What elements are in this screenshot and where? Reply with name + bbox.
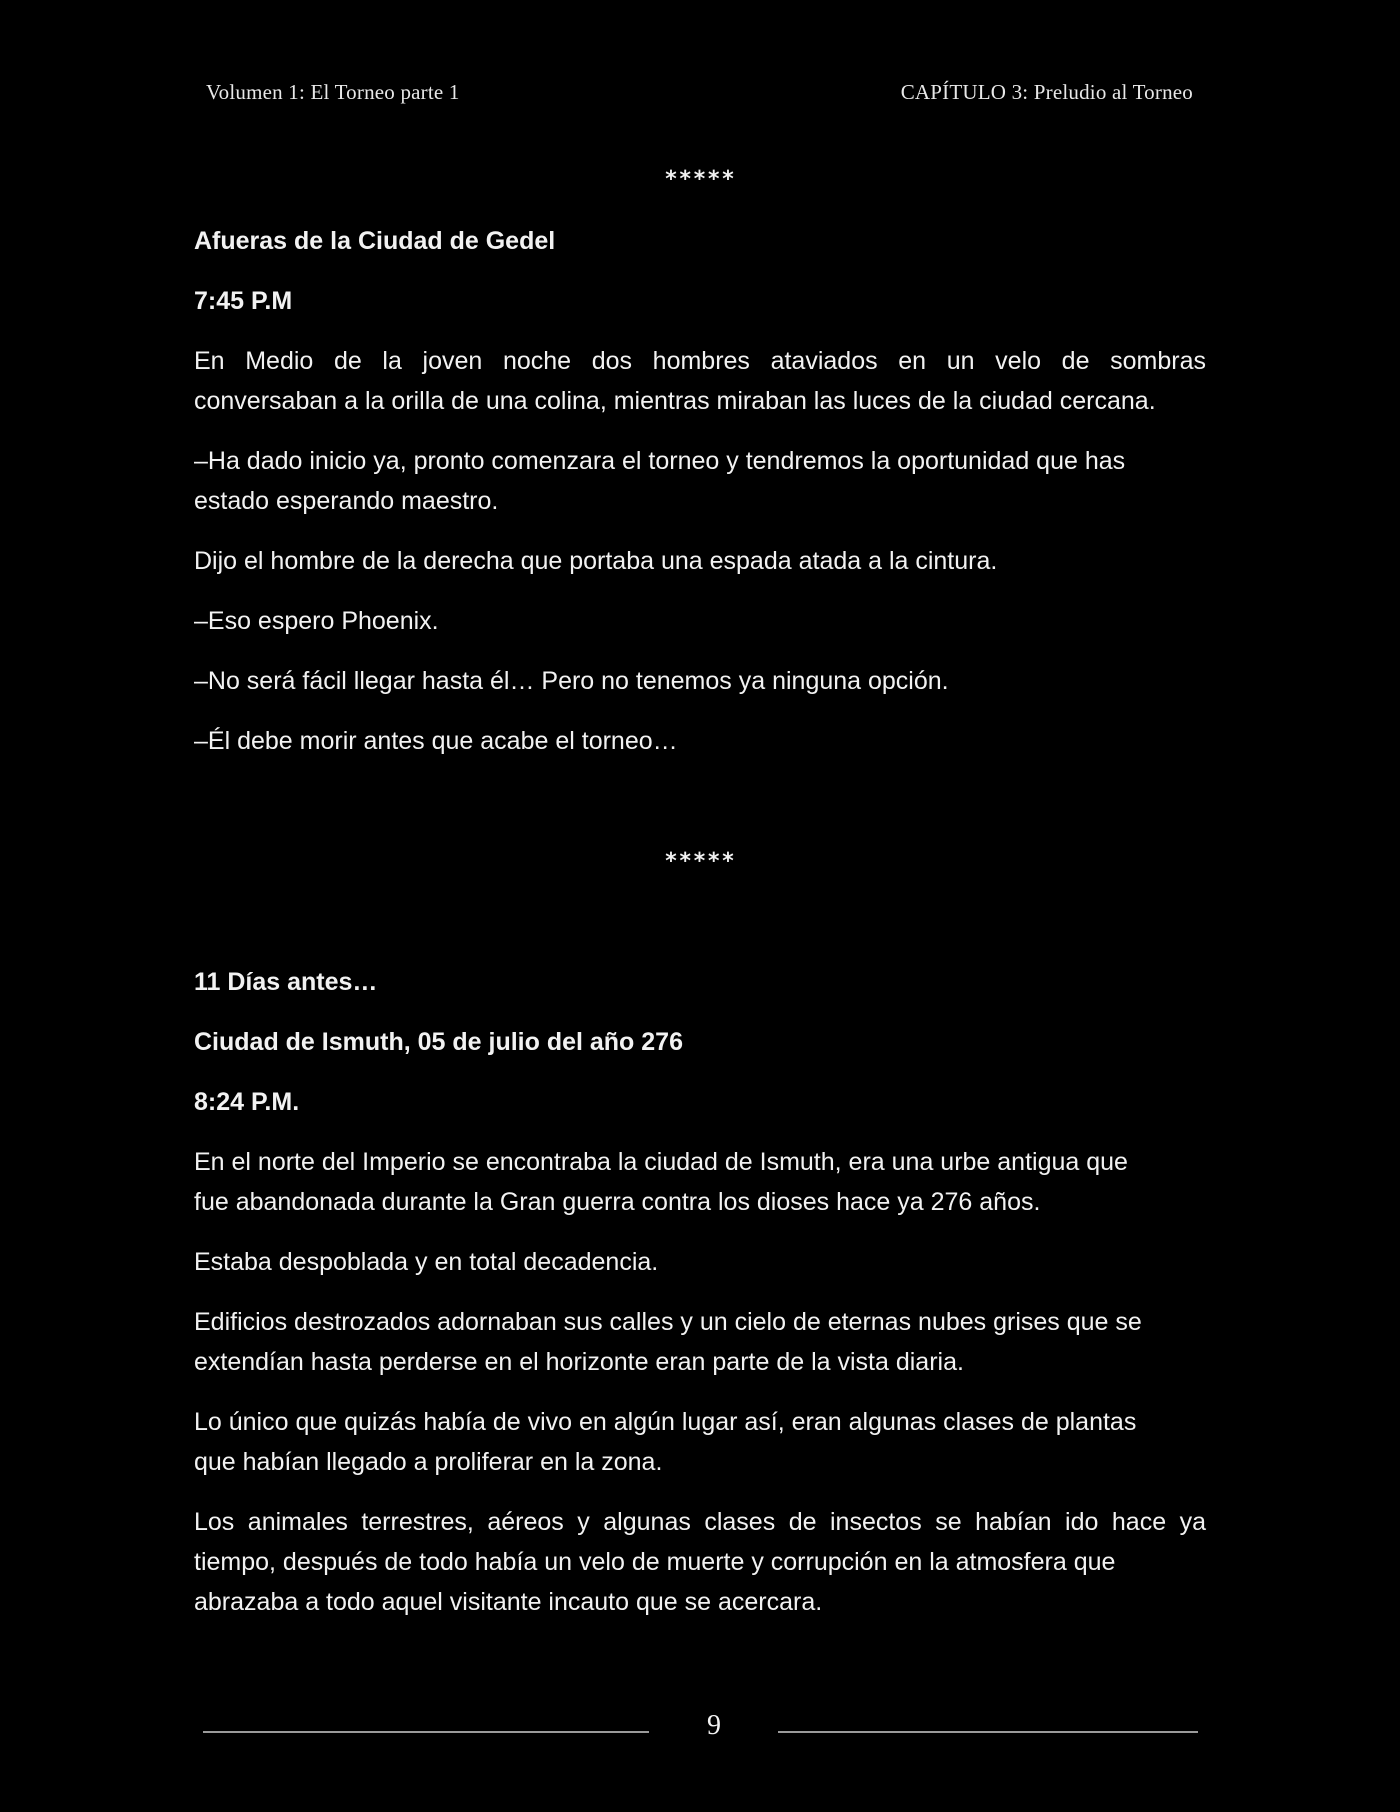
time-jump-heading: 11 Días antes…	[194, 968, 378, 996]
paragraph-line: conversaban a la orilla de una colina, mientras miraban las luces de la ciudad cercana.	[194, 387, 1156, 415]
paragraph-line: fue abandonada durante la Gran guerra contra los dioses hace ya 276 años.	[194, 1188, 1041, 1216]
section-separator: *****	[664, 167, 736, 192]
paragraph-line: En el norte del Imperio se encontraba la ciudad de Ismuth, era una urbe antigua que	[194, 1148, 1128, 1176]
paragraph-line: En Medio de la joven noche dos hombres ataviados en un velo de sombras	[194, 347, 1206, 375]
paragraph-line: Dijo el hombre de la derecha que portaba una espada atada a la cintura.	[194, 547, 998, 575]
dialogue-line: –Él debe morir antes que acabe el torneo…	[194, 727, 678, 755]
scene-time: 7:45 P.M	[194, 287, 293, 315]
paragraph-line: Lo único que quizás había de vivo en algún lugar así, eran algunas clases de plantas	[194, 1408, 1137, 1436]
scene-location: Ciudad de Ismuth, 05 de julio del año 276	[194, 1028, 683, 1056]
paragraph-line: que habían llegado a proliferar en la zona.	[194, 1448, 663, 1476]
footer-rule-right	[778, 1731, 1198, 1733]
paragraph-line: tiempo, después de todo había un velo de muerte y corrupción en la atmosfera que	[194, 1548, 1116, 1576]
paragraph-line: extendían hasta perderse en el horizonte eran parte de la vista diaria.	[194, 1348, 964, 1376]
footer-rule-left	[203, 1731, 649, 1733]
dialogue-line: –No será fácil llegar hasta él… Pero no tenemos ya ninguna opción.	[194, 667, 949, 695]
paragraph-line: Edificios destrozados adornaban sus calles y un cielo de eternas nubes grises que se	[194, 1308, 1142, 1336]
page-footer	[203, 1710, 1198, 1750]
page-number: 9	[707, 1710, 721, 1741]
scene-time: 8:24 P.M.	[194, 1088, 300, 1116]
volume-title: Volumen 1: El Torneo parte 1	[206, 80, 460, 104]
page-body	[194, 0, 1206, 1812]
paragraph-line: estado esperando maestro.	[194, 487, 499, 515]
paragraph-line: Estaba despoblada y en total decadencia.	[194, 1248, 659, 1276]
paragraph-line: Los animales terrestres, aéreos y algunas clases de insectos se habían ido hace ya	[194, 1508, 1206, 1536]
section-separator: *****	[664, 849, 736, 874]
paragraph-line: –Ha dado inicio ya, pronto comenzara el torneo y tendremos la oportunidad que has	[194, 447, 1126, 475]
paragraph-line: abrazaba a todo aquel visitante incauto que se acercara.	[194, 1588, 823, 1616]
dialogue-line: –Eso espero Phoenix.	[194, 607, 439, 635]
chapter-title: CAPÍTULO 3: Preludio al Torneo	[900, 80, 1193, 104]
scene-location: Afueras de la Ciudad de Gedel	[194, 227, 556, 255]
